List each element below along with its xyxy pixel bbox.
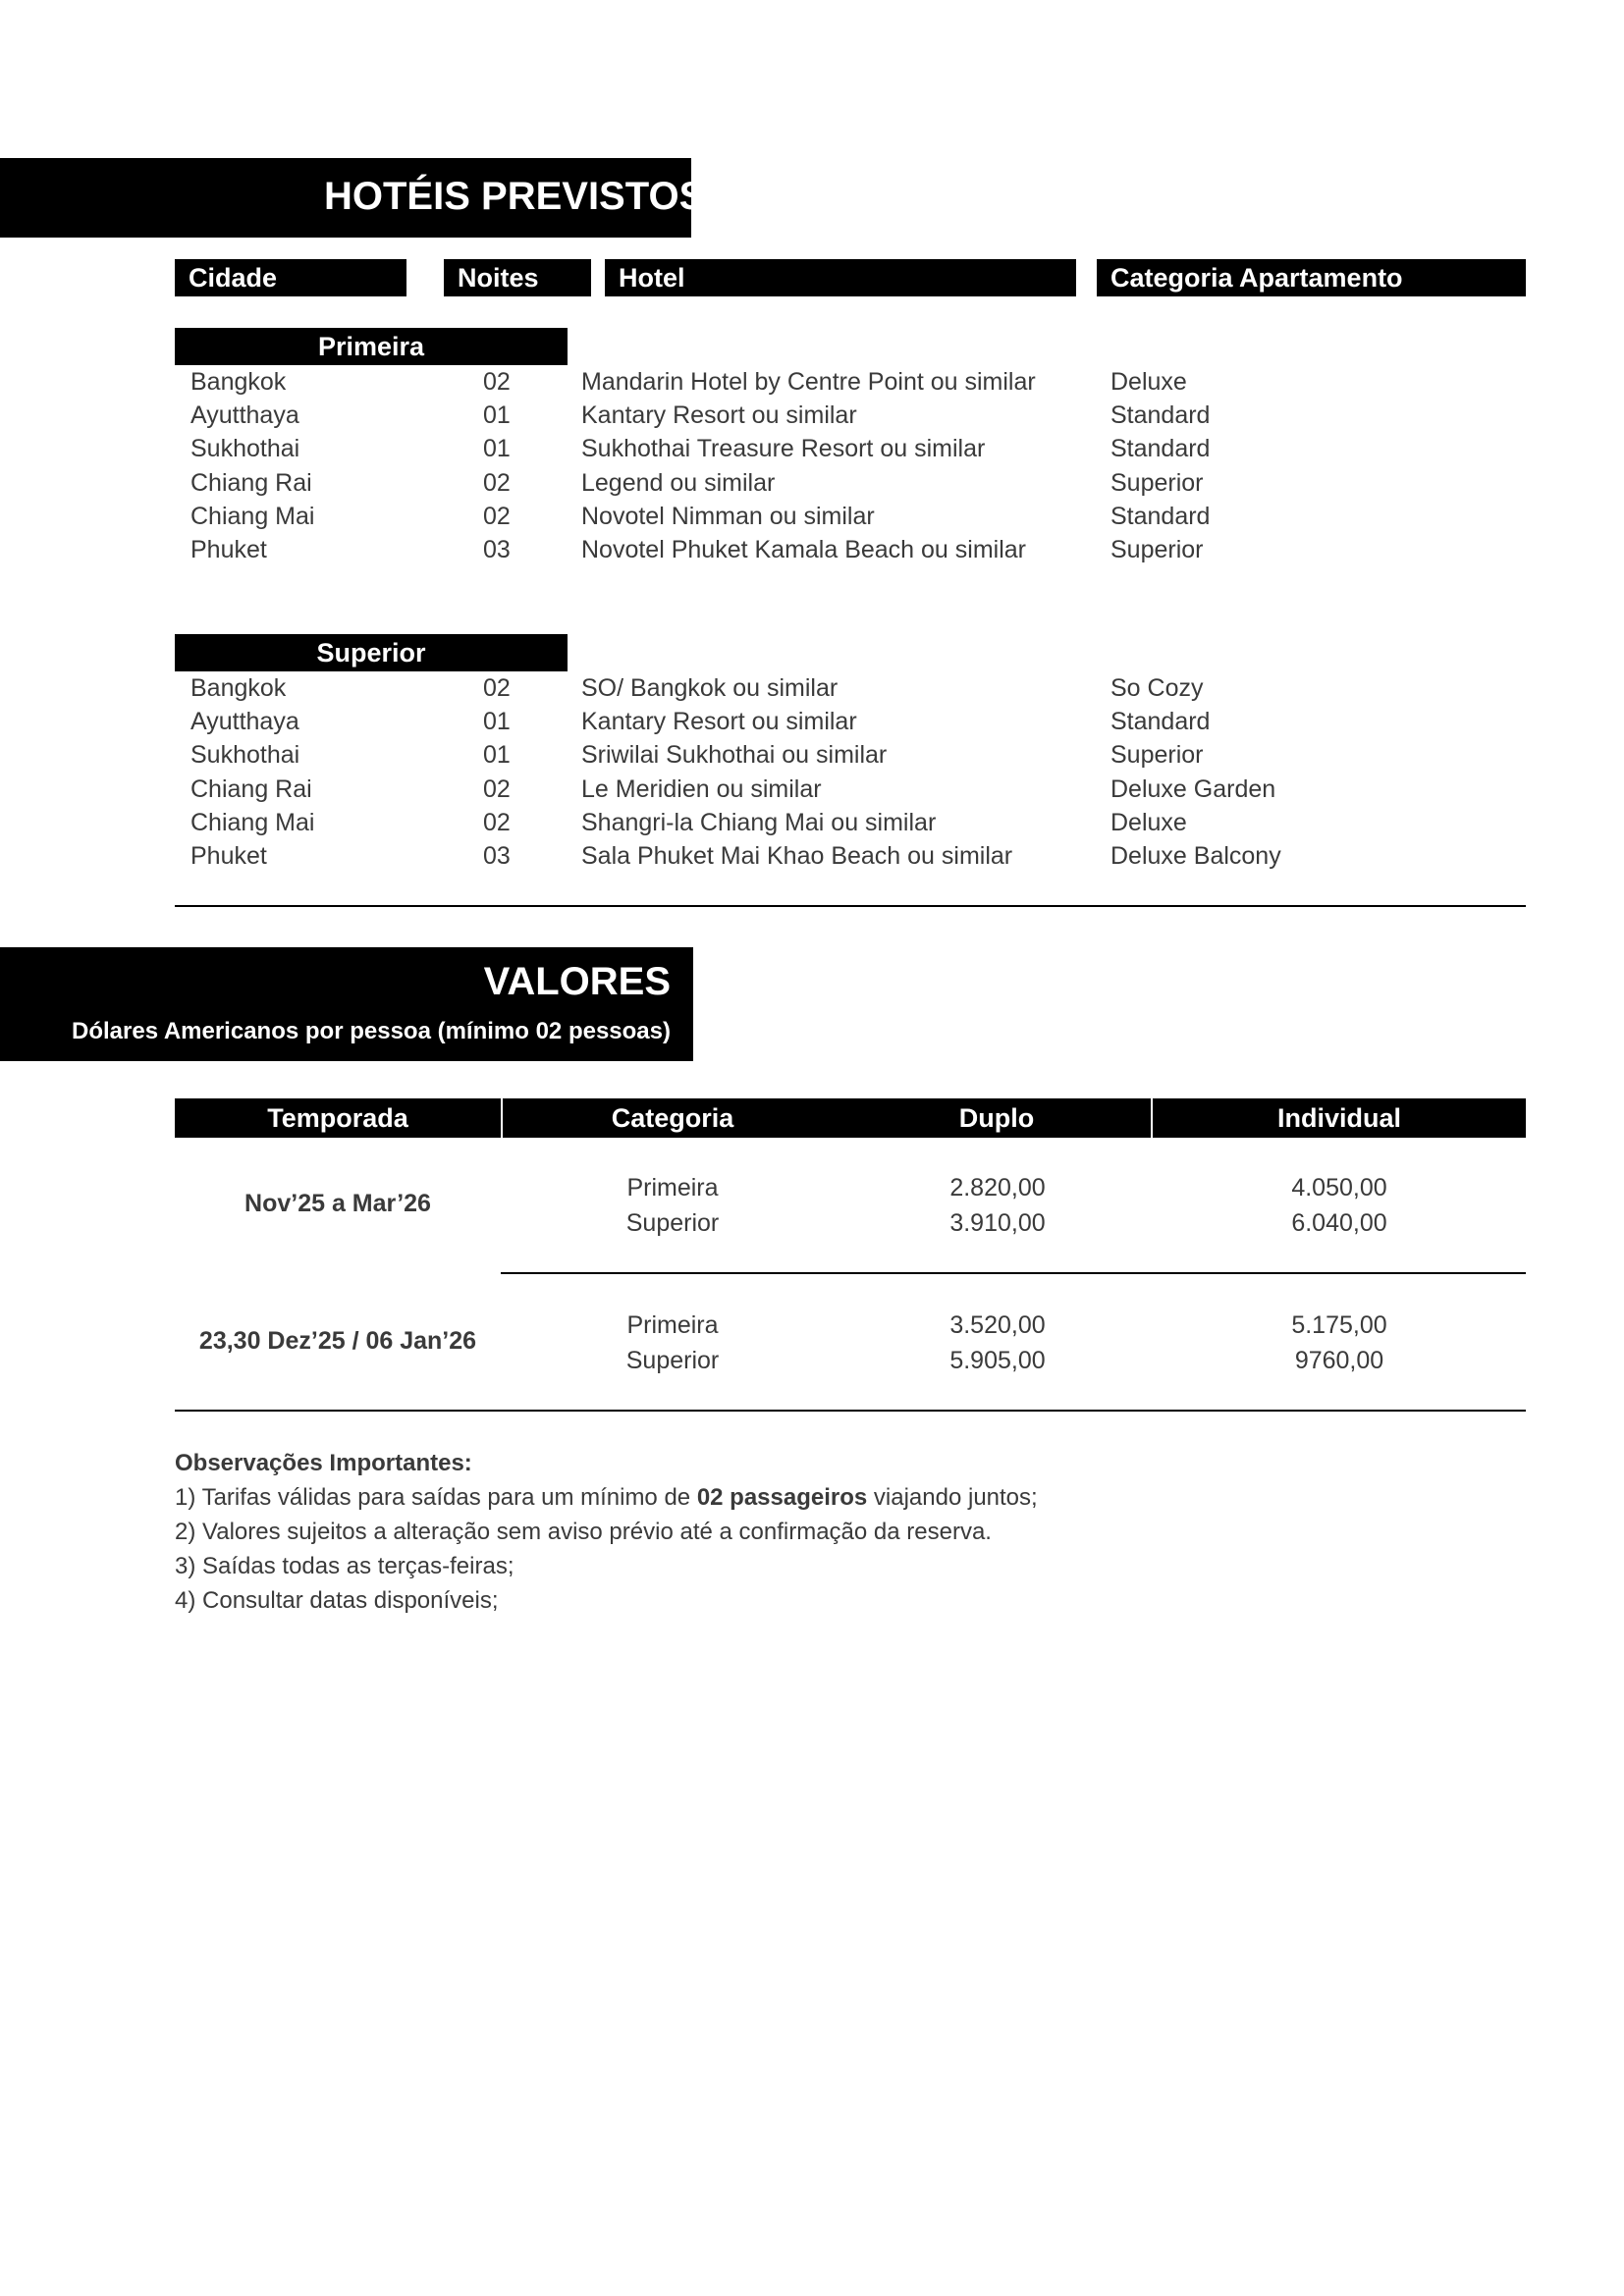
season-divider [501,1272,1526,1274]
city-cell: Chiang Rai [190,469,312,497]
table-row [0,839,1624,873]
nights-cell: 02 [483,775,511,803]
table-row [0,773,1624,806]
col-header-hotel: Hotel [605,259,1076,296]
table-row [0,738,1624,772]
hotel-cell: Sukhothai Treasure Resort ou similar [581,435,986,462]
note-item [175,1480,1038,1515]
note-emphasis: 02 passageiros [696,1484,868,1511]
col-header-category: Categoria [503,1098,842,1138]
hotel-cell: Legend ou similar [581,469,776,497]
values-title: VALORES [483,960,671,1003]
city-cell: Ayutthaya [190,401,299,429]
hotel-cell: Novotel Phuket Kamala Beach ou similar [581,536,1027,563]
hotels-table-bottom-rule [175,905,1526,907]
note-item: 2) Valores sujeitos a alteração sem aviso prévio até a confirmação da reserva. [175,1519,992,1545]
price-single-cell: 9760,00 [1294,1347,1384,1374]
values-table-bottom-rule [175,1410,1526,1412]
price-double-cell: 3.910,00 [949,1209,1046,1237]
room-category-cell: Deluxe Balcony [1110,842,1281,870]
hotel-cell: SO/ Bangkok ou similar [581,674,839,702]
city-cell: Bangkok [190,368,287,396]
table-row [0,671,1624,705]
table-row [0,705,1624,738]
nights-cell: 02 [483,503,511,530]
room-category-cell: Standard [1110,401,1211,429]
room-category-cell: Standard [1110,708,1211,735]
hotel-category-label: Superior [175,634,568,671]
col-header-nights: Noites [444,259,591,296]
hotel-cell: Shangri-la Chiang Mai ou similar [581,809,937,836]
price-row [0,1170,1624,1205]
hotel-category-label: Primeira [175,328,568,365]
price-category-cell: Primeira [626,1311,719,1339]
room-category-cell: Deluxe Garden [1110,775,1276,803]
table-row [0,533,1624,566]
table-row [0,365,1624,399]
room-category-cell: Deluxe [1110,809,1187,836]
col-header-double: Duplo [842,1098,1151,1138]
room-category-cell: Superior [1110,536,1204,563]
nights-cell: 03 [483,536,511,563]
room-category-cell: Superior [1110,469,1204,497]
season-label: 23,30 Dez’25 / 06 Jan’26 [198,1327,477,1355]
city-cell: Phuket [190,536,267,563]
values-subtitle: Dólares Americanos por pessoa (mínimo 02 pessoas) [72,1018,671,1044]
price-single-cell: 4.050,00 [1291,1174,1387,1201]
room-category-cell: Standard [1110,503,1211,530]
season-label: Nov’25 a Mar’26 [244,1190,431,1217]
note-text: viajando juntos; [867,1484,1038,1511]
hotel-cell: Le Meridien ou similar [581,775,822,803]
hotel-cell: Kantary Resort ou similar [581,708,857,735]
table-row [0,500,1624,533]
hotels-banner [0,158,706,238]
nights-cell: 01 [483,708,511,735]
nights-cell: 02 [483,469,511,497]
city-cell: Bangkok [190,674,287,702]
city-cell: Chiang Rai [190,775,312,803]
price-category-cell: Superior [625,1209,720,1237]
city-cell: Phuket [190,842,267,870]
notes-title: Observações Importantes: [175,1450,472,1476]
room-category-cell: Standard [1110,435,1211,462]
hotel-cell: Kantary Resort ou similar [581,401,857,429]
city-cell: Sukhothai [190,741,300,769]
city-cell: Chiang Mai [190,809,315,836]
hotel-cell: Novotel Nimman ou similar [581,503,875,530]
city-cell: Sukhothai [190,435,300,462]
nights-cell: 02 [483,809,511,836]
price-row [0,1343,1624,1378]
col-header-single: Individual [1153,1098,1526,1138]
room-category-cell: So Cozy [1110,674,1204,702]
nights-cell: 02 [483,674,511,702]
nights-cell: 01 [483,401,511,429]
price-row [0,1205,1624,1241]
price-double-cell: 2.820,00 [949,1174,1046,1201]
col-header-city: Cidade [175,259,406,296]
hotel-cell: Sriwilai Sukhothai ou similar [581,741,888,769]
price-row [0,1308,1624,1343]
nights-cell: 01 [483,741,511,769]
room-category-cell: Superior [1110,741,1204,769]
nights-cell: 01 [483,435,511,462]
col-header-room-category: Categoria Apartamento [1097,259,1526,296]
price-double-cell: 3.520,00 [949,1311,1046,1339]
note-text: 1) Tarifas válidas para saídas para um mínimo de [175,1484,697,1511]
nights-cell: 02 [483,368,511,396]
price-single-cell: 5.175,00 [1291,1311,1387,1339]
price-double-cell: 5.905,00 [949,1347,1046,1374]
hotel-cell: Sala Phuket Mai Khao Beach ou similar [581,842,1013,870]
table-row [0,806,1624,839]
note-item: 4) Consultar datas disponíveis; [175,1587,499,1614]
price-category-cell: Superior [625,1347,720,1374]
nights-cell: 03 [483,842,511,870]
note-item: 3) Saídas todas as terças-feiras; [175,1553,514,1579]
important-notes [175,1446,1038,1618]
room-category-cell: Deluxe [1110,368,1187,396]
city-cell: Ayutthaya [190,708,299,735]
price-single-cell: 6.040,00 [1291,1209,1387,1237]
hotel-cell: Mandarin Hotel by Centre Point ou similar [581,368,1036,396]
col-header-season: Temporada [175,1098,501,1138]
price-category-cell: Primeira [626,1174,719,1201]
hotels-title: HOTÉIS PREVISTOS [324,175,706,218]
table-row [0,466,1624,500]
table-row [0,399,1624,432]
values-banner [0,947,693,1061]
city-cell: Chiang Mai [190,503,315,530]
table-row [0,432,1624,465]
